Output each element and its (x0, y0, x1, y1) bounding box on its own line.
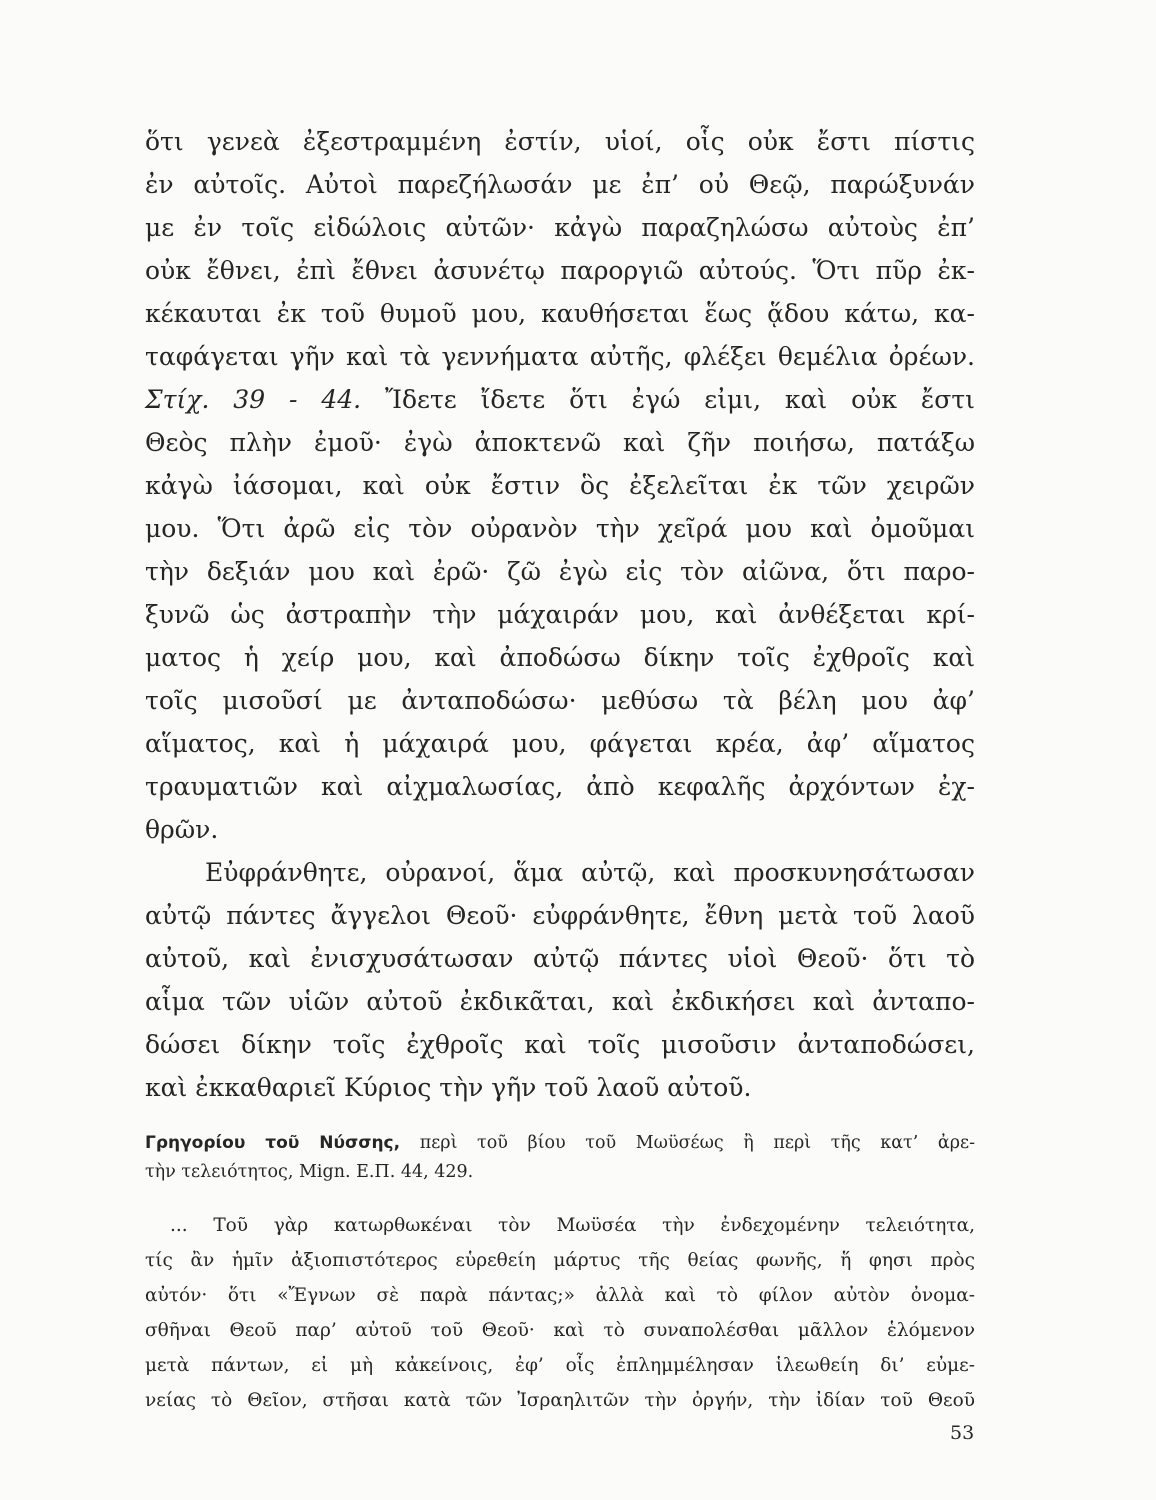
text-line: αὐτῷ πάντες ἄγγελοι Θεοῦ· εὐφράνθητε, ἔθνη μετὰ τοῦ λαοῦ (145, 901, 975, 930)
quote-line: ... Τοῦ γὰρ κατωρθωκέναι τὸν Μωϋσέα τὴν ἐνδεχομένην τελειότητα, (170, 1215, 975, 1236)
text-line: Θεὸς πλὴν ἐμοῦ· ἐγὼ ἀποκτενῶ καὶ ζῆν ποιήσω, πατάξω (145, 428, 975, 457)
quote-line: αὐτόν· ὅτι «Ἔγνων σὲ παρὰ πάντας;» ἀλλὰ καὶ τὸ φίλον αὐτὸν ὀνομα- (145, 1285, 975, 1306)
text-line: θρῶν. (145, 815, 219, 844)
text-line: ταφάγεται γῆν καὶ τὰ γεννήματα αὐτῆς, φλέξει θεμέλια ὀρέων. (145, 342, 975, 371)
text-line: με ἐν τοῖς εἰδώλοις αὐτῶν· κἀγὼ παραζηλώσω αὐτοὺς ἐπ’ (145, 213, 975, 242)
text-line: αὐτοῦ, καὶ ἐνισχυσάτωσαν αὐτῷ πάντες υἱοὶ Θεοῦ· ὅτι τὸ (145, 944, 975, 973)
text-line: ὅτι γενεὰ ἐξεστραμμένη ἐστίν, υἱοί, οἷς οὐκ ἔστι πίστις (145, 127, 975, 156)
verse-reference: Στίχ. 39 - 44. (145, 385, 362, 414)
quote-line: τίς ἂν ἡμῖν ἀξιοπιστότερος εὑρεθείη μάρτυς τῆς θείας φωνῆς, ἥ φησι πρὸς (145, 1250, 975, 1271)
quote-line: σθῆναι Θεοῦ παρ’ αὐτοῦ τοῦ Θεοῦ· καὶ τὸ συναπολέσθαι μᾶλλον ἑλόμενον (145, 1320, 975, 1341)
text-line: κἀγὼ ἰάσομαι, καὶ οὐκ ἔστιν ὃς ἐξελεῖται ἐκ τῶν χειρῶν (145, 471, 975, 500)
text-line: κέκαυται ἐκ τοῦ θυμοῦ μου, καυθήσεται ἕως ᾅδου κάτω, κα- (145, 299, 975, 328)
page-number: 53 (950, 1422, 975, 1444)
text-line: Εὐφράνθητε, οὐρανοί, ἅμα αὐτῷ, καὶ προσκυνησάτωσαν (205, 858, 975, 887)
text-line: οὐκ ἔθνει, ἐπὶ ἔθνει ἀσυνέτῳ παροργιῶ αὐτούς. Ὅτι πῦρ ἐκ- (145, 256, 975, 285)
text-line: αἷμα τῶν υἱῶν αὐτοῦ ἐκδικᾶται, καὶ ἐκδικήσει καὶ ἀνταπο- (145, 987, 975, 1016)
text-line: ματος ἡ χείρ μου, καὶ ἀποδώσω δίκην τοῖς ἐχθροῖς καὶ (145, 643, 975, 672)
text-line: ἐν αὐτοῖς. Αὐτοὶ παρεζήλωσάν με ἐπ’ οὐ Θεῷ, παρώξυνάν (145, 170, 975, 199)
text-line: δώσει δίκην τοῖς ἐχθροῖς καὶ τοῖς μισοῦσιν ἀνταποδώσει, (145, 1030, 975, 1059)
text-line: αἵματος, καὶ ἡ μάχαιρά μου, φάγεται κρέα, ἀφ’ αἵματος (145, 729, 975, 758)
text-line: καὶ ἐκκαθαριεῖ Κύριος τὴν γῆν τοῦ λαοῦ αὐτοῦ. (145, 1073, 752, 1102)
citation-line: Γρηγορίου τοῦ Νύσσης, περὶ τοῦ βίου τοῦ Μωϋσέως ἢ περὶ τῆς κατ’ ἀρε- (145, 1133, 975, 1153)
citation-line: τὴν τελειότητος, Mign. Ε.Π. 44, 429. (145, 1162, 474, 1182)
quote-line: νείας τὸ Θεῖον, στῆσαι κατὰ τῶν Ἰσραηλιτῶν τὴν ὀργήν, τὴν ἰδίαν τοῦ Θεοῦ (145, 1390, 975, 1411)
citation-author: Γρηγορίου τοῦ Νύσσης, (145, 1133, 401, 1153)
text-line: τοῖς μισοῦσί με ἀνταποδώσω· μεθύσω τὰ βέλη μου ἀφ’ (145, 686, 975, 715)
text-line: ξυνῶ ὡς ἀστραπὴν τὴν μάχαιράν μου, καὶ ἀνθέξεται κρί- (145, 600, 975, 629)
text-line: Στίχ. 39 - 44. Ἴδετε ἴδετε ὅτι ἐγώ εἰμι, καὶ οὐκ ἔστι (145, 385, 975, 414)
quote-line: μετὰ πάντων, εἰ μὴ κἀκείνοις, ἐφ’ οἷς ἐπλημμέλησαν ἱλεωθείη δι’ εὐμε- (145, 1355, 975, 1376)
text-line: τὴν δεξιάν μου καὶ ἐρῶ· ζῶ ἐγὼ εἰς τὸν αἰῶνα, ὅτι παρο- (145, 557, 975, 586)
text-line: μου. Ὅτι ἀρῶ εἰς τὸν οὐρανὸν τὴν χεῖρά μου καὶ ὀμοῦμαι (145, 514, 975, 543)
text-line: τραυματιῶν καὶ αἰχμαλωσίας, ἀπὸ κεφαλῆς ἀρχόντων ἐχ- (145, 772, 975, 801)
